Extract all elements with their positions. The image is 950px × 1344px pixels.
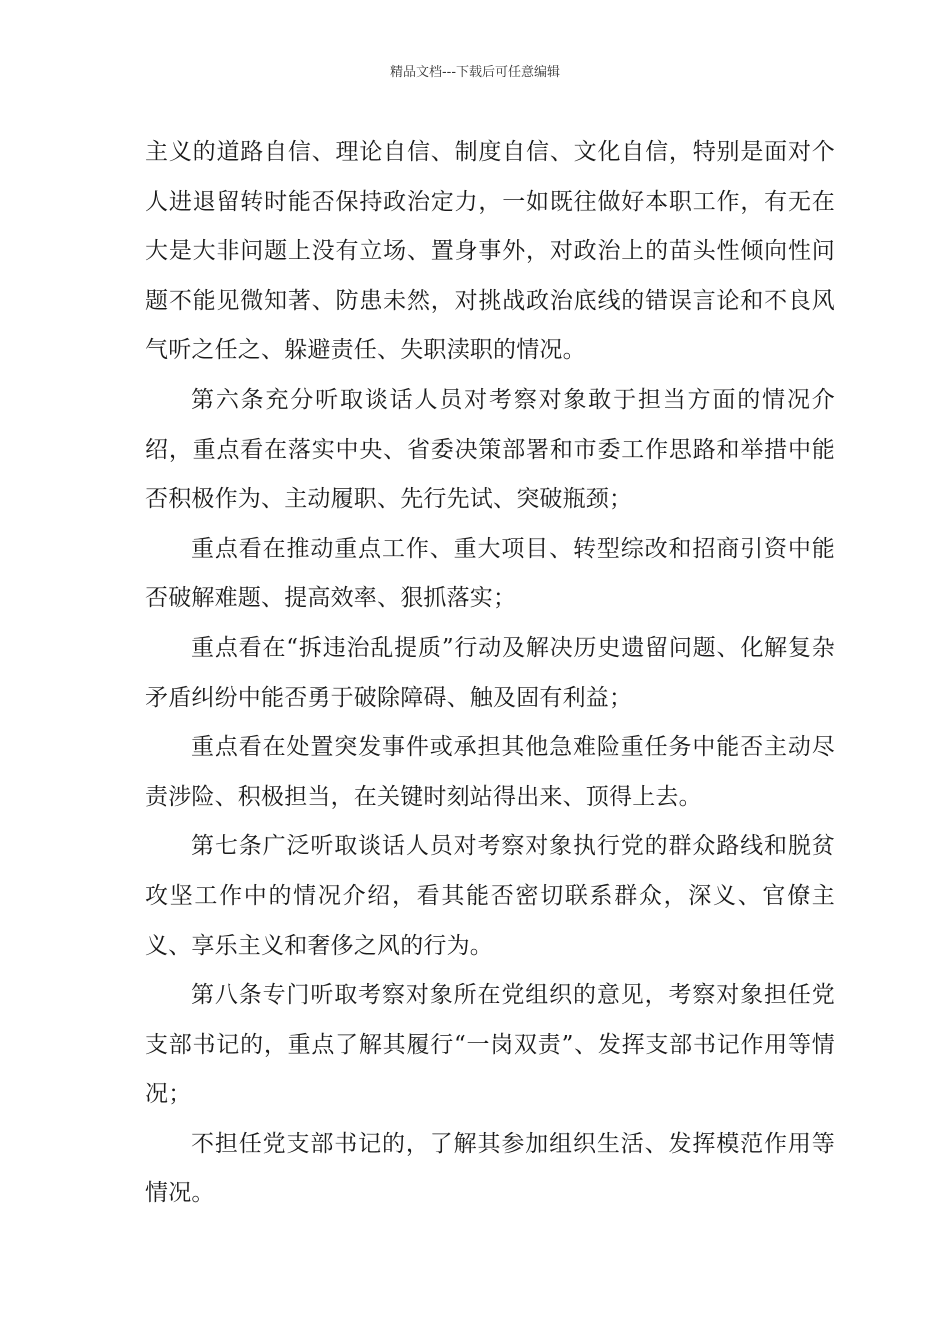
paragraph: 重点看在推动重点工作、重大项目、转型综改和招商引资中能否破解难题、提高效率、狠抓落实； [145,535,835,612]
page-header: 精品文档---下载后可任意编辑 [389,65,561,80]
document-body [145,128,835,1219]
paragraph: 第八条专门听取考察对象所在党组织的意见，考察对象担任党支部书记的，重点了解其履行“一岗双责”、发挥支部书记作用等情况； [145,982,835,1108]
paragraph: 主义的道路自信、理论自信、制度自信、文化自信，特别是面对个人进退留转时能否保持政治定力，一如既往做好本职工作，有无在大是大非问题上没有立场、置身事外，对政治上的苗头性倾向性问题不能见微知著、防患未然，对挑战政治底线的错误言论和不良风气听之任之、躲避责任、失职渎职的情况。 [145,139,835,364]
paragraph: 第六条充分听取谈话人员对考察对象敢于担当方面的情况介绍，重点看在落实中央、省委决策部署和市委工作思路和举措中能否积极作为、主动履职、先行先试、突破瓶颈； [145,386,835,513]
paragraph: 第七条广泛听取谈话人员对考察对象执行党的群众路线和脱贫攻坚工作中的情况介绍，看其能否密切联系群众，深义、官僚主义、享乐主义和奢侈之风的行为。 [145,833,835,959]
paragraph: 重点看在“拆违治乱提质”行动及解决历史遗留问题、化解复杂矛盾纠纷中能否勇于破除障碍、触及固有利益； [145,634,835,711]
paragraph: 不担任党支部书记的，了解其参加组织生活、发挥模范作用等情况。 [145,1130,835,1207]
paragraph: 重点看在处置突发事件或承担其他急难险重任务中能否主动尽责涉险、积极担当，在关键时刻站得出来、顶得上去。 [145,734,835,810]
